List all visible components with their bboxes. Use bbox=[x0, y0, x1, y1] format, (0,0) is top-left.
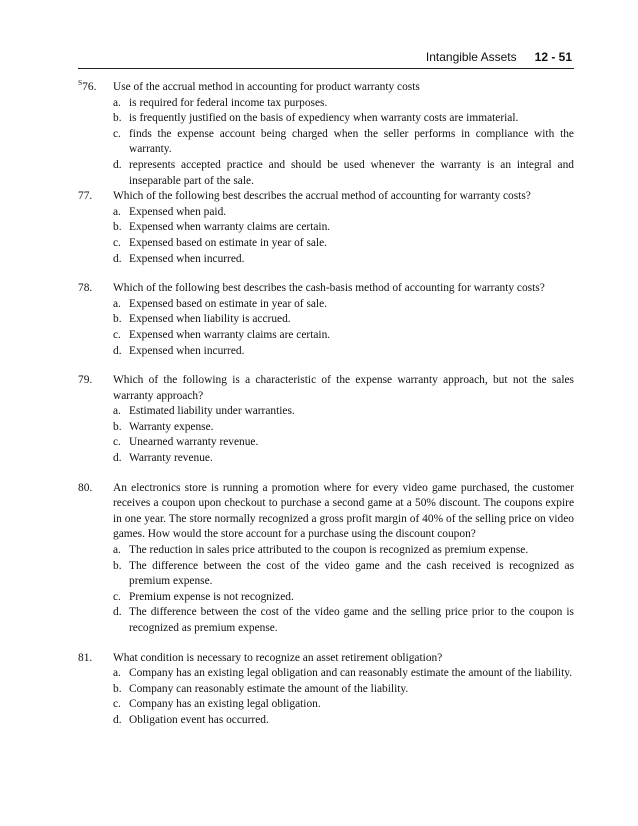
answer-option: b. The difference between the cost of the video game and the cash received is recognized as premium expense. bbox=[113, 559, 574, 588]
header-rule bbox=[78, 68, 574, 69]
question-78 bbox=[78, 281, 574, 359]
page-number: 12 - 51 bbox=[534, 50, 572, 64]
page-header bbox=[426, 50, 572, 64]
question-81 bbox=[78, 651, 574, 729]
answer-option: b. Expensed when warranty claims are certain. bbox=[113, 221, 331, 234]
question-number: 78. bbox=[78, 282, 93, 295]
answer-option: a. is required for federal income tax purposes. bbox=[113, 96, 328, 109]
answer-option: a. Expensed based on estimate in year of sale. bbox=[113, 297, 328, 310]
answer-option: d. Obligation event has occurred. bbox=[113, 713, 269, 726]
answer-option: a. Company has an existing legal obligation and can reasonably estimate the amount of the liability. bbox=[113, 667, 573, 680]
question-marker: S bbox=[78, 78, 83, 88]
question-number: 77. bbox=[78, 190, 93, 203]
question-text: Which of the following best describes the accrual method of accounting for warranty costs? bbox=[113, 190, 531, 203]
answer-option: b. is frequently justified on the basis of expediency when warranty costs are immaterial. bbox=[113, 112, 519, 125]
answer-option: c. Unearned warranty revenue. bbox=[113, 436, 259, 449]
question-77 bbox=[78, 189, 574, 267]
answer-option: c. Company has an existing legal obligation. bbox=[113, 698, 321, 711]
question-text: Which of the following is a characteristic of the expense warranty approach, but not the sales warranty approach? bbox=[113, 374, 574, 402]
question-number: 80. bbox=[78, 481, 93, 494]
answer-option: b. Expensed when liability is accrued. bbox=[113, 313, 291, 326]
answer-option: d. Warranty revenue. bbox=[113, 452, 213, 465]
answer-option: a. Expensed when paid. bbox=[113, 205, 227, 218]
answer-option: d. The difference between the cost of the video game and the selling price prior to the coupon is recognized as premium expense. bbox=[113, 606, 574, 634]
answer-option: b. Warranty expense. bbox=[113, 420, 214, 433]
question-79 bbox=[78, 373, 574, 467]
answer-option: a. The reduction in sales price attributed to the coupon is recognized as premium expense. bbox=[113, 544, 529, 557]
question-list bbox=[78, 80, 574, 729]
answer-option: c. Expensed when warranty claims are certain. bbox=[113, 328, 331, 341]
question-number: $^S$76. bbox=[78, 78, 97, 93]
answer-option: c. Expensed based on estimate in year of sale. bbox=[113, 236, 328, 249]
answer-option: d. Expensed when incurred. bbox=[113, 344, 245, 357]
question-number: 79. bbox=[78, 374, 93, 387]
question-text: What condition is necessary to recognize an asset retirement obligation? bbox=[113, 651, 443, 664]
answer-option: a. Estimated liability under warranties. bbox=[113, 405, 295, 418]
question-number: 81. bbox=[78, 651, 93, 664]
answer-option: d. Expensed when incurred. bbox=[113, 252, 245, 265]
section-title: Intangible Assets bbox=[425, 50, 517, 64]
question-text: An electronics store is running a promotion where for every video game purchased, the customer receives a coupon upon checkout to purchase a second game at a 50% discount. The coupons expire in one year. The store normally recognized a gross profit margin of 40% of the selling price on video games. How would the store account for a purchase using the discount coupon? bbox=[113, 481, 574, 541]
answer-option: c. Premium expense is not recognized. bbox=[113, 590, 294, 603]
question-76 bbox=[78, 80, 574, 189]
answer-option: b. Company can reasonably estimate the amount of the liability. bbox=[113, 682, 409, 695]
question-text: Use of the accrual method in accounting for product warranty costs bbox=[113, 81, 420, 93]
question-80 bbox=[78, 481, 574, 637]
question-text: Which of the following best describes the cash-basis method of accounting for warranty costs? bbox=[113, 282, 545, 295]
answer-option: d. represents accepted practice and should be used whenever the warranty is an integral and inseparable part of the sale. bbox=[113, 158, 574, 187]
answer-option: c. finds the expense account being charged when the seller performs in compliance with the warranty. bbox=[113, 127, 574, 156]
